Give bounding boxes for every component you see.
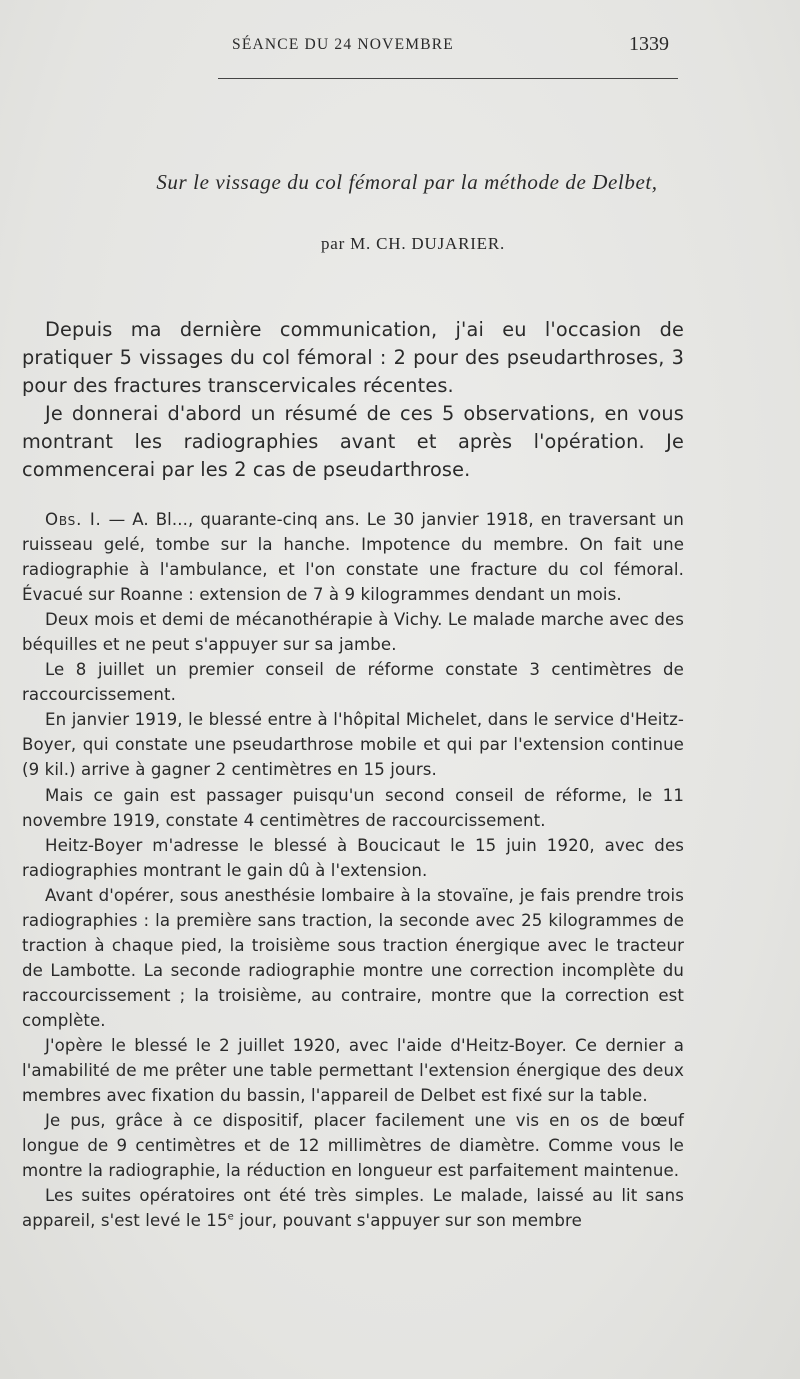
intro-section xyxy=(22,316,684,484)
observation-paragraph: Mais ce gain est passager puisqu'un second conseil de réforme, le 11 novembre 1919, constate 4 centimètres de raccourcissement. xyxy=(22,785,684,830)
intro-paragraph: Je donnerai d'abord un résumé de ces 5 observations, en vous montrant les radiographies avant et après l'opération. Je commencerai par les 2 cas de pseudarthrose. xyxy=(22,402,684,481)
intro-paragraph: Depuis ma dernière communication, j'ai eu l'occasion de pratiquer 5 vissages du col fémoral : 2 pour des pseudarthroses, 3 pour des fractures transcervicales récentes. xyxy=(22,318,684,397)
running-head xyxy=(0,33,800,60)
observation-label: Obs. I. xyxy=(45,510,102,529)
superscript: e xyxy=(227,1211,234,1223)
header-rule xyxy=(218,78,678,79)
observation-paragraph: Heitz-Boyer m'adresse le blessé à Boucicaut le 15 juin 1920, avec des radiographies montrant le gain dû à l'extension. xyxy=(22,835,684,880)
observation-text: — A. Bl..., quarante-cinq ans. Le 30 janvier 1918, en traversant un ruisseau gelé, tombe sur la hanche. Impotence du membre. On fait une radiographie à l'ambulance, et l'on constate une fracture du col fémoral. Évacué sur Roanne : extension de 7 à 9 kilogrammes dendant un mois. xyxy=(22,510,684,605)
observation-paragraph: Le 8 juillet un premier conseil de réforme constate 3 centimètres de raccourcissement. xyxy=(22,660,684,705)
observation-paragraph: En janvier 1919, le blessé entre à l'hôpital Michelet, dans le service d'Heitz-Boyer, qui constate une pseudarthrose mobile et qui par l'extension continue (9 kil.) arrive à gagner 2 centimètres en 15 jours. xyxy=(22,710,684,780)
observation-paragraph xyxy=(22,507,684,607)
observation-paragraph: Avant d'opérer, sous anesthésie lombaire à la stovaïne, je fais prendre trois radiographies : la première sans traction, la seconde avec 25 kilogrammes de traction à chaque pied, la troisième sous traction énergique avec le tracteur de Lambotte. La seconde radiographie montre une correction incomplète du raccourcissement ; la troisième, au contraire, montre que la correction est complète. xyxy=(22,885,684,1030)
article-title: Sur le vissage du col fémoral par la méthode de Delbet, xyxy=(156,170,658,194)
observation-paragraph: Je pus, grâce à ce dispositif, placer facilement une vis en os de bœuf longue de 9 centimètres et de 12 millimètres de diamètre. Comme vous le montre la radiographie, la réduction en longueur est parfaitement maintenue. xyxy=(22,1111,684,1181)
observation-paragraph: Deux mois et demi de mécanothérapie à Vichy. Le malade marche avec des béquilles et ne peut s'appuyer sur sa jambe. xyxy=(22,610,684,655)
observation-text: jour, pouvant s'appuyer sur son membre xyxy=(233,1211,582,1231)
author-byline: par M. CH. DUJARIER. xyxy=(320,234,506,253)
page-number: 1339 xyxy=(629,33,669,55)
observation-section xyxy=(22,507,684,1233)
observation-paragraph: J'opère le blessé le 2 juillet 1920, avec l'aide d'Heitz-Boyer. Ce dernier a l'amabilité de me prêter une table permettant l'extension énergique des deux membres avec fixation du bassin, l'appareil de Delbet est fixé sur la table. xyxy=(22,1035,684,1106)
running-title: SÉANCE DU 24 NOVEMBRE xyxy=(232,36,454,53)
observation-text: Les suites opératoires ont été très simples. Le malade, laissé au lit sans appareil, s'est levé le 15 xyxy=(22,1186,684,1231)
observation-paragraph xyxy=(22,1183,684,1233)
